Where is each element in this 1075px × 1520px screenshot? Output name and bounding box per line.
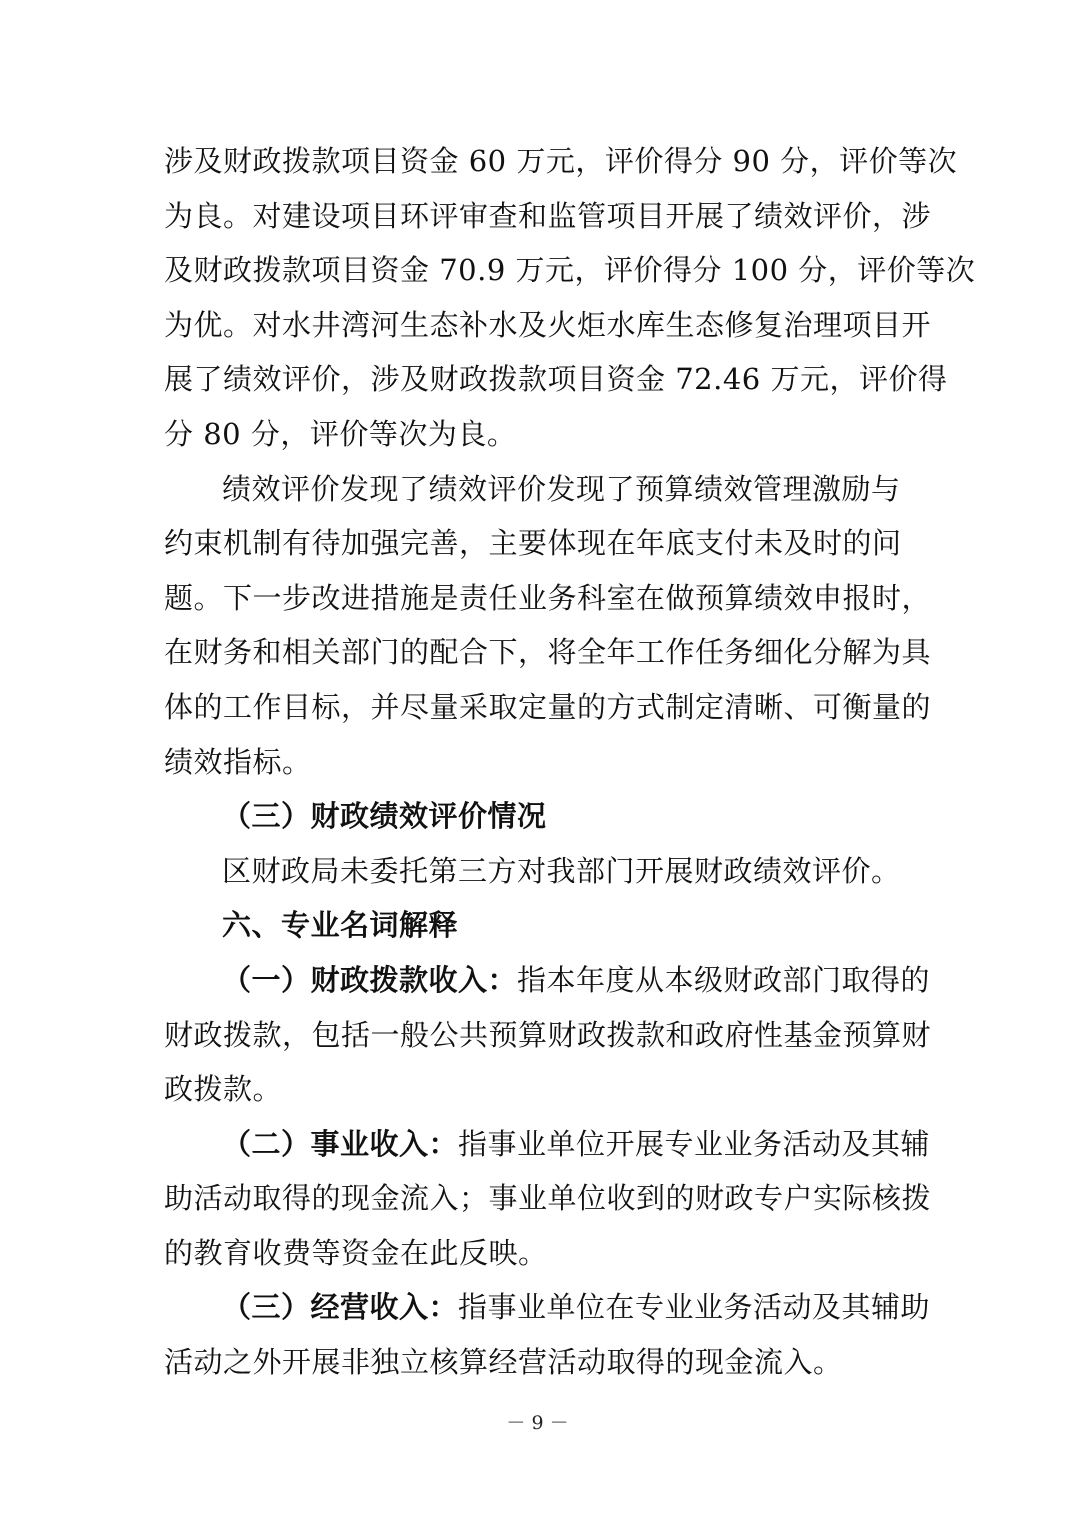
heading-text: 六、专业名词解释	[222, 908, 459, 943]
page-number: － 9 －	[506, 1412, 569, 1434]
text-line: 的教育收费等资金在此反映。	[164, 1235, 548, 1270]
definition-first-line	[164, 1280, 931, 1335]
paragraph-fiscal-evaluation	[164, 844, 914, 899]
paragraph-evaluation-findings	[164, 462, 932, 790]
definition-text: 指本年度从本级财政部门取得的	[517, 962, 931, 997]
text-line: 涉及财政拨款项目资金 60 万元，评价得分 90 分，评价等次	[164, 144, 958, 178]
heading-text: （三）财政绩效评价情况	[222, 799, 547, 834]
definition-first-line	[164, 1117, 931, 1172]
body-text	[164, 134, 976, 1390]
text-line: 分 80 分，评价等次为良。	[164, 416, 517, 451]
text-line: 约束机制有待加强完善，主要体现在年底支付未及时的问	[164, 526, 902, 561]
text-line: 为良。对建设项目环评审查和监管项目开展了绩效评价，涉	[164, 198, 932, 233]
definition-business-income	[164, 1117, 932, 1281]
text-line: 活动之外开展非独立核算经营活动取得的现金流入。	[164, 1345, 843, 1380]
definition-fiscal-appropriation-income	[164, 953, 932, 1117]
text-line: 财政拨款，包括一般公共预算财政拨款和政府性基金预算财	[164, 1017, 932, 1052]
text-line: 绩效评价发现了绩效评价发现了预算绩效管理激励与	[222, 471, 901, 506]
section-heading-glossary	[164, 898, 914, 953]
text-line: 及财政拨款项目资金 70.9 万元，评价得分 100 分，评价等次	[164, 253, 976, 288]
definition-first-line	[164, 953, 931, 1008]
section-heading-fiscal-evaluation	[164, 789, 914, 844]
text-line: 政拨款。	[164, 1072, 283, 1107]
definition-term: （一）财政拨款收入：	[222, 962, 518, 997]
text-line: 题。下一步改进措施是责任业务科室在做预算绩效申报时，	[164, 580, 932, 615]
text-line: 绩效指标。	[164, 744, 312, 779]
text-line: 在财务和相关部门的配合下，将全年工作任务细化分解为具	[164, 635, 932, 670]
definition-term: （三）经营收入：	[222, 1290, 459, 1325]
text-line: 为优。对水井湾河生态补水及火炬水库生态修复治理项目开	[164, 307, 932, 342]
text-line: 展了绩效评价，涉及财政拨款项目资金 72.46 万元，评价得	[164, 362, 948, 397]
definition-text: 指事业单位开展专业业务活动及其辅	[458, 1126, 931, 1161]
definition-text: 指事业单位在专业业务活动及其辅助	[458, 1290, 931, 1325]
text-line: 区财政局未委托第三方对我部门开展财政绩效评价。	[222, 853, 901, 888]
text-line: 体的工作目标，并尽量采取定量的方式制定清晰、可衡量的	[164, 689, 932, 724]
definition-term: （二）事业收入：	[222, 1126, 459, 1161]
text-line: 助活动取得的现金流入；事业单位收到的财政专户实际核拨	[164, 1181, 932, 1216]
paragraph-evaluation-results	[164, 134, 976, 462]
definition-operating-income	[164, 1280, 931, 1389]
